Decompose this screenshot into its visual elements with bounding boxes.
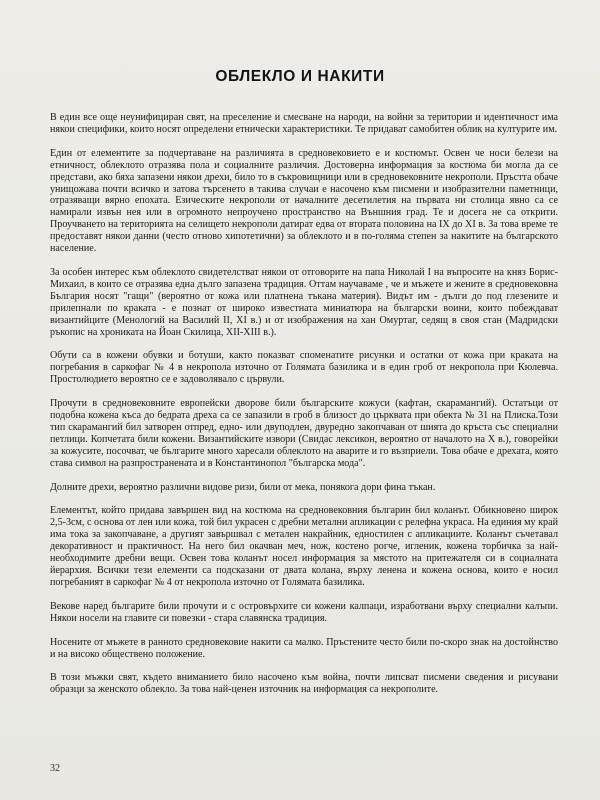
paragraph-7: Елементът, който придава завършен вид на костюма на средновековния българин бил коланът. Обикновено широк 2,5-3см, с основа от лен или кожа, той бил украсен с дребни метални апликации с релефна украса. На единия му край има тока за закопчаване, а другият завършвал с метален накрайник, едностилен с апликациите. Коланът съчетавал декоративност и практичност. На него бил окачван меч, нож, костено рогче, игленик, кожена торбичка за най-необходимите дребни вещи. Освен това коланът носел информация за мястото на притежателя си в социалната йерархия. Всички тези елементи са подсказани от двата колана, върху ленена и кожена основа, които е носил погребаният в саркофаг № 4 от некропола източно от Голямата базилика.: [50, 505, 558, 588]
paragraph-9: Носените от мъжете в ранното средновековие накити са малко. Пръстените често били по-скоро знак на достойнство и на високо обществено положение.: [50, 636, 558, 660]
paragraph-8: Векове наред българите били прочути и с островърхите си кожени калпаци, изработвани върху специални калъпи. Някои носели на главите си повезки - стара славянска традиция.: [50, 600, 558, 624]
page-title: ОБЛЕКЛО И НАКИТИ: [215, 68, 385, 85]
paragraph-5: Прочути в средновековните европейски дворове били българските кожуси (кафтан, скарамангий). Остатъци от подобна кожена къса до бедрата дреха са се запазили в гроб в близост до църквата при обекта № 31 на Плиска.Този тип скарамангий бил затворен отпред, едно- или двуподлен, двуредно закопчаван от шията до кръста със специални петлици. Копчетата били кожени. Византийските извори (Свидас лексикон, вероятно от началото на X в.), говорейки за кожусите, посочват, че българите много харесали облеклото на аварите и го възприели. Това обаче е дрехата, която става символ на разпространената и в Константинопол "българска мода".: [50, 398, 558, 469]
paragraph-3: За особен интерес към облеклото свидетелстват някои от отговорите на папа Николай I на въпросите на княз Борис-Михаил, в които се отразява една дълго запазена традиция. Оттам научаваме , че и мъжете и жените в средновековна България носят "гащи" (вероятно от кожа или платнена тъкана материя). Видът им - дълги до под глезените и прилепнали по краката - е познат от широко известната миниатюра на български воини, които побеждават византийците (Менологий на Василий II, XI в.) и от изображения на хан Омуртаг, седящ в своя стан (Мадридски ръкопис на хрониката на Йоан Скилица, XII-XIII в.).: [50, 266, 558, 338]
paragraph-10: В този мъжки свят, където вниманието било насочено към война, почти липсват писмени сведения и рисувани образци за женското облекло. За това най-ценен източник на информация са некрополите.: [50, 672, 558, 696]
page-number: 32: [50, 763, 60, 774]
paragraph-1: В един все още неунифициран свят, на преселение и смесване на народи, на войни за територии и идентичност има някои специфики, които носят определени етнически характеристики. Те придават самобитен облик на културите им.: [50, 112, 558, 135]
paragraph-2: Един от елементите за подчертаване на различията в средновековието е и костюмът. Освен че носи белези на етничност, облеклото отразява пола и социалните различия. Достоверна информация за костюма би могла да се представи, ако бяха запазени някои дрехи, било то в съкровищници или в средновековните некрополи. Пръстта обаче унищожава почти всичко и затова търсенето в такива случаи е насочено към писмени и изобразителни паметници, отразяващи вярно епохата. Езическите некрополи от началните десетилетия на първата ни столица явно са се намирали извън нея или в огромното непроучено пространство на Външния град. Те и досега не са открити. Проучването на територията на селището некрополи датират едва от втората половина на IX до XI в. За това време те предоставят някои данни (често отново хипотетични) за облеклото и в по-голяма степен за накитите на българското население.: [50, 147, 558, 255]
paragraph-4: Обути са в кожени обувки и ботуши, както показват споменатите рисунки и остатки от кожа при краката на погребания в саркофаг № 4 в некропола източно от Голямата базилика и в един гроб от некропола при Кюлевча. Простолюдието вероятно се е задоволявало с цървули.: [50, 350, 558, 386]
paragraph-6: Долните дрехи, вероятно различни видове ризи, били от мека, понякога дори фина тъкан.: [50, 481, 436, 493]
body-text: [50, 112, 558, 708]
